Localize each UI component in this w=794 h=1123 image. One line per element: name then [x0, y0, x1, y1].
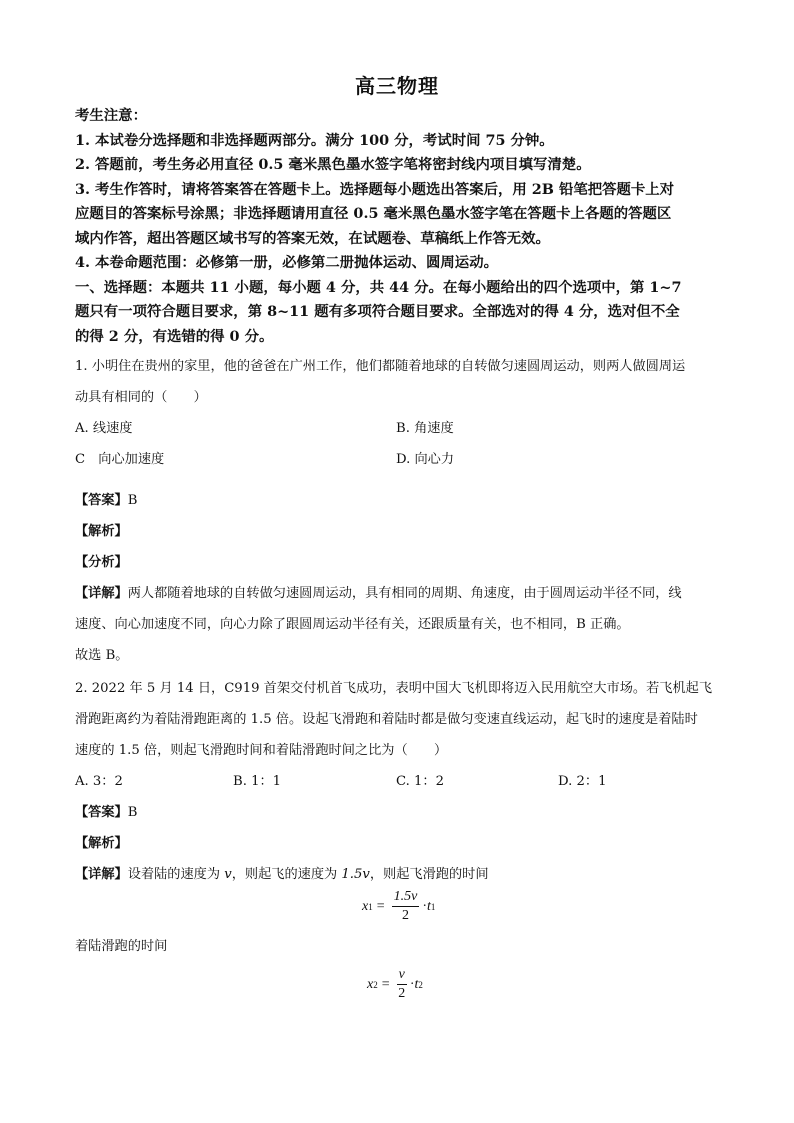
formula-lhs-sub: 2 [373, 979, 378, 990]
detail-tag: 【详解】 [75, 867, 128, 882]
fenxi-tag: 【分析】 [75, 555, 128, 570]
formula-lhs: x [362, 898, 369, 914]
question-stem-line: 滑跑距离约为着陆滑跑距离的 1.5 倍。设起飞滑跑和着陆时都是做匀变速直线运动，起飞时的速度是着陆时 [75, 712, 698, 727]
fraction-numerator: v [397, 966, 407, 985]
answer-value: B [127, 493, 138, 508]
conclusion-line: 故选 B。 [75, 648, 129, 663]
formula-time-sub: 2 [418, 979, 423, 990]
notice-line: 的得 2 分，有选错的得 0 分。 [75, 327, 274, 345]
formula-fraction [392, 888, 420, 925]
answer-tag: 【答案】 [75, 493, 128, 508]
variable-1-5v: 1.5v [341, 867, 370, 882]
detail-text: 设着陆的速度为 [127, 867, 225, 882]
formula-takeoff: x 1 = $\frac{1.5v}{2}$ · t 1 [362, 889, 436, 923]
answer-tag: 【答案】 [75, 805, 128, 820]
detail-line [75, 578, 725, 609]
option-c: C 向心加速度 [75, 452, 165, 467]
options-row [75, 444, 725, 475]
notice-line: 题只有一项符合题目要求，第 8~11 题有多项符合题目要求。全部选对的得 4 分，选对但不全 [75, 303, 680, 320]
notice-line: 4. 本卷命题范围：必修第一册，必修第二册抛体运动、圆周运动。 [75, 254, 498, 271]
fraction-numerator: 1.5v [392, 888, 420, 907]
formula-lhs: x [367, 976, 374, 992]
detail-text: 两人都随着地球的自转做匀速圆周运动，具有相同的周期、角速度，由于圆周运动半径不同，线 [127, 586, 682, 601]
option-d: D. 向心力 [396, 452, 455, 467]
notice-line: 3. 考生作答时，请将答案答在答题卡上。选择题每小题选出答案后，用 2B 铅笔把答题卡上对 [75, 180, 675, 198]
option-d: D. 2：1 [558, 774, 607, 789]
notice-line: 一、选择题：本题共 11 小题，每小题 4 分，共 44 分。在每小题给出的四个选项中，第 1~7 [75, 278, 682, 296]
fenxi-line [75, 547, 725, 578]
detail-line: 速度、向心加速度不同，向心力除了跟圆周运动半径有关，还跟质量有关，也不相同，B 正确。 [75, 617, 630, 632]
notice-line: 1. 本试卷分选择题和非选择题两部分。满分 100 分，考试时间 75 分钟。 [75, 131, 554, 149]
question-stem-line: 速度的 1.5 倍，则起飞滑跑时间和着陆滑跑时间之比为（ ） [75, 743, 448, 758]
formula-lhs-sub: 1 [368, 901, 373, 912]
formula-time: t [414, 976, 419, 992]
detail-line [75, 859, 725, 890]
analysis-tag: 【解析】 [75, 524, 128, 539]
question-stem-line: 2. 2022 年 5 月 14 日，C919 首架交付机首飞成功，表明中国大飞机即将迈入民用航空大市场。若飞机起飞 [75, 681, 713, 696]
detail-text: ，则起飞滑跑的时间 [369, 867, 489, 882]
detail-tag: 【详解】 [75, 586, 128, 601]
formula-time: t [427, 898, 431, 914]
option-a: A. 3：2 [75, 774, 123, 789]
formula-fraction [397, 966, 407, 1003]
option-c: C. 1：2 [396, 774, 444, 789]
option-b: B. 角速度 [396, 421, 454, 436]
options-row [75, 413, 725, 444]
answer-line [75, 485, 725, 516]
options-row [75, 766, 725, 797]
notice-line: 域内作答，超出答题区域书写的答案无效，在试题卷、草稿纸上作答无效。 [75, 229, 550, 247]
question-stem-line: 1. 小明住在贵州的家里，他的爸爸在广州工作，他们都随着地球的自转做匀速圆周运动，则两人做圆周运 [75, 359, 686, 374]
answer-line [75, 797, 725, 828]
variable-v: v [224, 867, 232, 882]
landing-text-block [75, 931, 725, 962]
exam-notice [75, 104, 725, 349]
fraction-denominator: 2 [401, 908, 409, 923]
analysis-line [75, 516, 725, 547]
question-2 [75, 673, 725, 890]
question-stem-line: 动具有相同的（ ） [75, 390, 207, 405]
page-title: 高三物理 [355, 74, 439, 98]
option-b: B. 1：1 [233, 774, 282, 789]
notice-line: 应题目的答案标号涂黑；非选择题请用直径 0.5 毫米黑色墨水签字笔在答题卡上各题的答题区 [75, 205, 672, 222]
analysis-line [75, 828, 725, 859]
question-1 [75, 351, 725, 671]
fraction-denominator: 2 [398, 986, 406, 1001]
notice-line: 考生注意： [75, 107, 147, 124]
detail-text: ，则起飞的速度为 [231, 867, 342, 882]
landing-text: 着陆滑跑的时间 [75, 939, 168, 954]
answer-value: B [127, 805, 138, 820]
formula-landing: x 2 = $\frac{v}{2}$ · t 2 [367, 967, 423, 1001]
analysis-tag: 【解析】 [75, 836, 128, 851]
option-a: A. 线速度 [75, 421, 133, 436]
formula-time-sub: 1 [430, 901, 436, 912]
notice-line: 2. 答题前，考生务必用直径 0.5 毫米黑色墨水签字笔将密封线内项目填写清楚。 [75, 156, 591, 173]
